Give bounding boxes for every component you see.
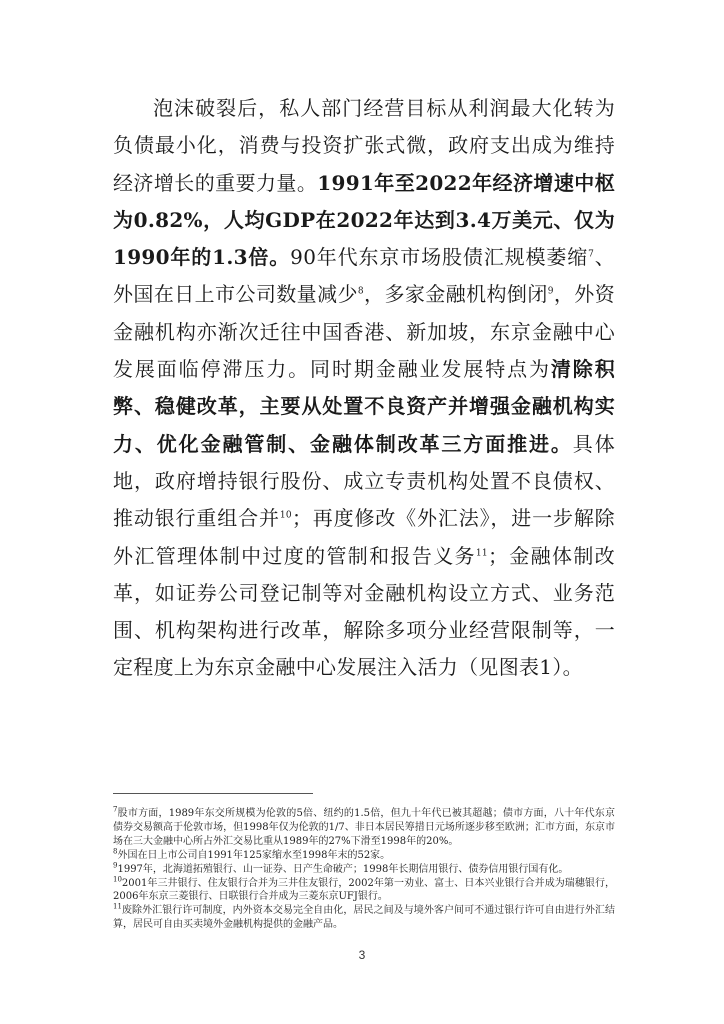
footnote-11	[113, 904, 615, 932]
footnote-10	[113, 877, 615, 905]
footnote-ref-11[interactable]: 11	[475, 547, 488, 558]
sentence-9: ；再度修改《外汇法》，进一步解除外汇管理体制中过度的管制和报告义务	[113, 506, 615, 568]
footnote-number: 10	[113, 875, 122, 884]
footnote-number: 11	[113, 903, 122, 912]
footnote-text: 1997年，北海道拓殖银行、山一证券、日产生命破产；1998年长期信用银行、债券信用银行国有化。	[117, 863, 569, 875]
sentence-4: 、外国在日上市公司数量减少	[113, 245, 615, 307]
footnote-number: 9	[113, 861, 118, 870]
footnote-ref-9[interactable]: 9	[547, 286, 554, 297]
footnote-separator	[113, 793, 313, 794]
footnote-9	[113, 863, 615, 877]
sentence-5: ，多家金融机构倒闭	[363, 282, 548, 307]
footnote-text: 2001年三井银行、住友银行合并为三井住友银行，2002年第一劝业、富士、日本兴业银行合并成为瑞穗银行，2006年东京三菱银行、日联银行合并成为三菱东京UFJ银行。	[113, 877, 615, 903]
footnotes	[113, 807, 615, 932]
footnote-text: 外国在日上市公司自1991年125家缩水至1998年末的52家。	[117, 849, 391, 861]
footnote-ref-7[interactable]: 7	[588, 249, 595, 260]
body-paragraph	[113, 90, 615, 687]
bold-sentence-growth: 1991年至2022年经济增速中枢为0.82%，人均GDP在2022年达到3.4万美元、仅为1990年的1.3倍。	[113, 170, 615, 270]
bold-sentence-reform: 清除积弊、稳健改革，主要从处置不良资产并增强金融机构实力、优化金融管制、金融体制改革三方面推进。	[113, 357, 615, 456]
footnote-text: 股市方面，1989年东交所规模为伦敦的5倍、纽约的1.5倍，但九十年代已被其超越；债市方面，八十年代东京债券交易额高于伦敦市场，但1998年仅为伦敦的1/7、非日本居民筹措日元场所逐步移至欧洲；汇市方面，东京市场在三大金融中心所占外汇交易比重从1989年的27%下滑至1998年的20%。	[113, 808, 615, 847]
footnote-ref-8[interactable]: 8	[357, 286, 364, 297]
sentence-6: ，外资金融机构亦渐次迁往中国香港、新加坡，东京金融中心发展面临停滞压力。同时期金融业发展特点为	[113, 282, 615, 382]
sentence-1: 泡沫破裂后，私人部门经营目标从利润最大化转为负债最小化，消费与投资扩张式微，政府支出成为维持经济增长的重要力量。	[113, 96, 615, 195]
sentence-3: 90年代东京市场股债汇规模萎缩	[290, 245, 589, 270]
footnote-text: 废除外汇银行许可制度，内外资本交易完全自由化，居民之间及与境外客户间可不通过银行许可自由进行外汇结算，居民可自由买卖境外金融机构提供的金融产品。	[113, 905, 615, 931]
footnote-8	[113, 849, 615, 863]
sentence-10: ；金融体制改革，如证券公司登记制等对金融机构设立方式、业务范围、机构架构进行改革，解除多项分业经营限制等，一定程度上为东京金融中心发展注入活力（见图表1）。	[113, 543, 615, 680]
page-number: 3	[358, 948, 366, 962]
footnote-7	[113, 807, 615, 849]
sentence-8: 具体地，政府增持银行股份、成立专责机构处置不良债权、推动银行重组合并	[113, 431, 615, 531]
footnote-number: 8	[113, 847, 118, 856]
footnote-ref-10[interactable]: 10	[279, 510, 292, 521]
main-paragraph	[113, 90, 615, 687]
footnote-number: 7	[113, 805, 118, 814]
